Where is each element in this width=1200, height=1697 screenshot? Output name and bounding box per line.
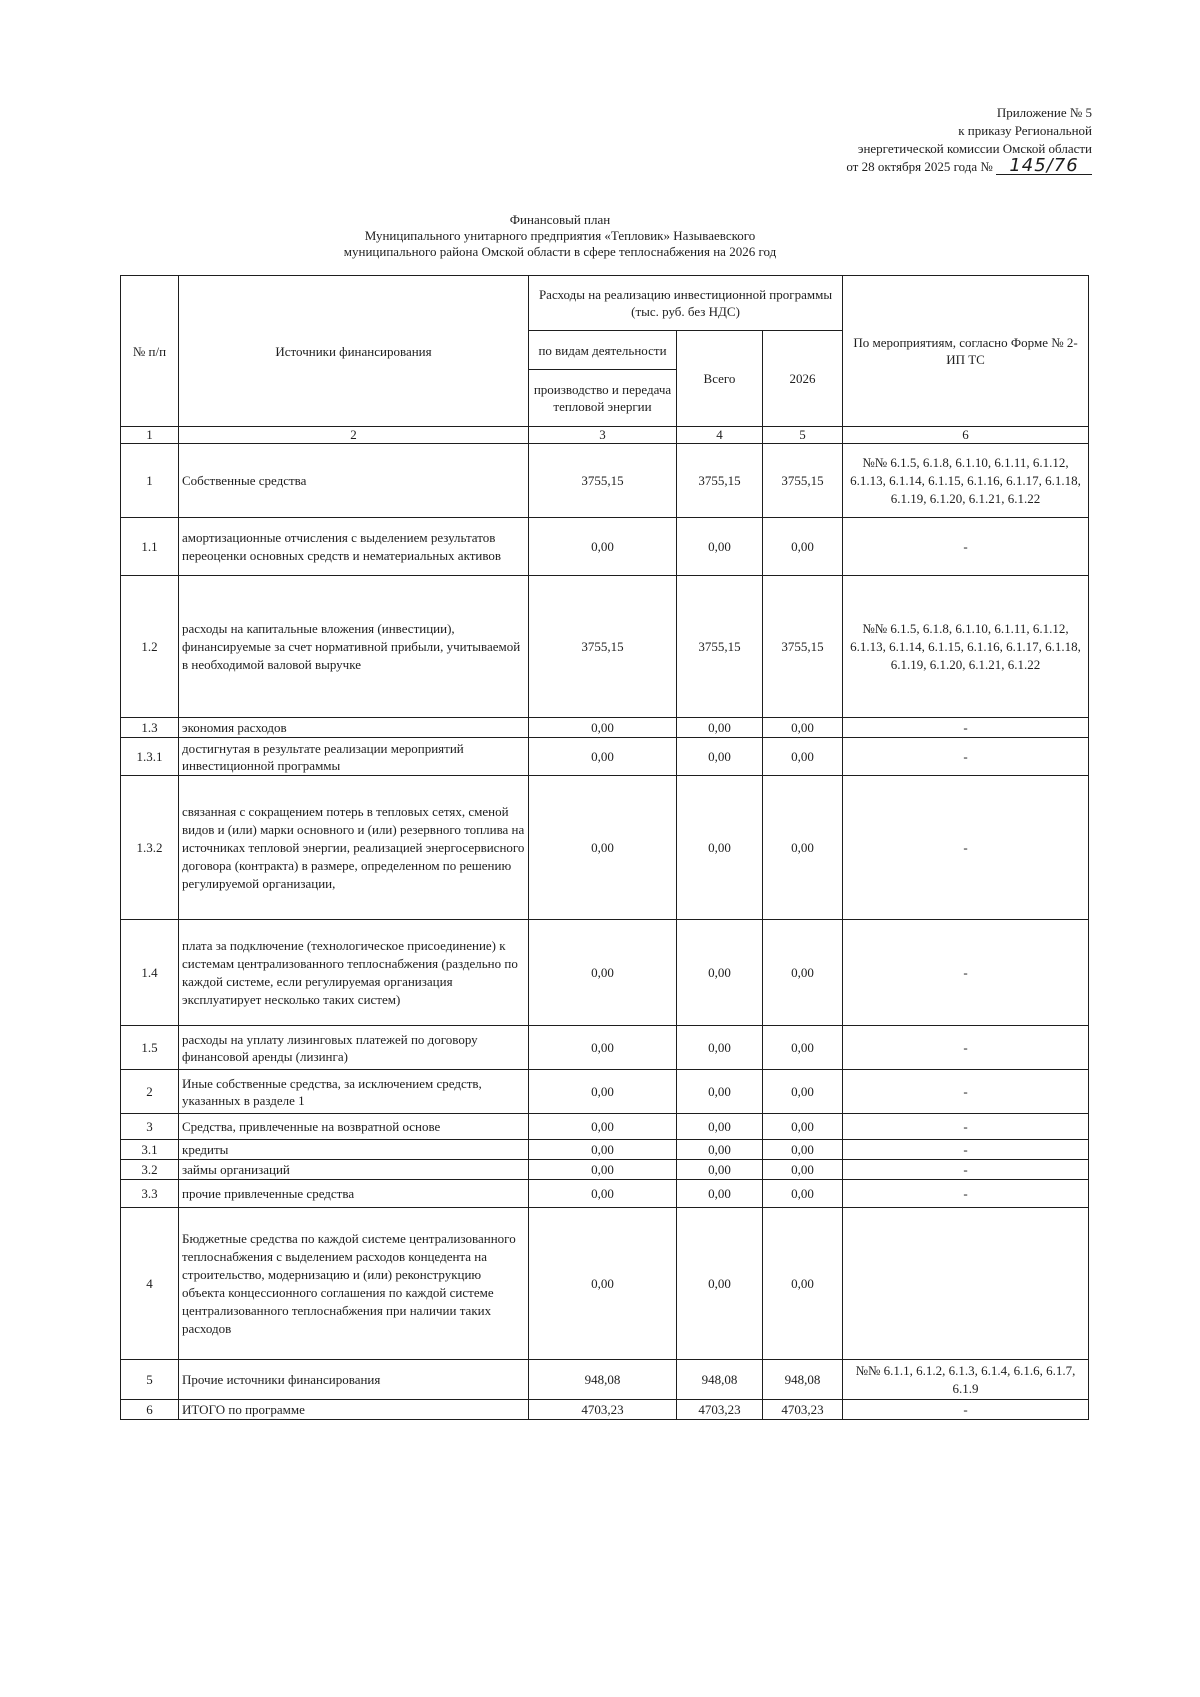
row-total-value: 0,00 [677,518,763,576]
row-year-value: 0,00 [763,518,843,576]
row-num: 1 [121,444,179,518]
row-year-value: 0,00 [763,1026,843,1070]
row-source: амортизационные отчисления с выделением результатов переоценки основных средств и нематериальных активов [179,518,529,576]
row-year-value: 0,00 [763,1114,843,1140]
row-source: плата за подключение (технологическое присоединение) к системам централизованного теплоснабжения (раздельно по каждой системе, если регулируемая организация эксплуатирует несколько таких систем) [179,920,529,1026]
row-activity-value: 0,00 [529,738,677,776]
table-row [121,1140,1089,1160]
row-num: 3.2 [121,1160,179,1180]
row-source: Бюджетные средства по каждой системе централизованного теплоснабжения с выделением расходов концедента на строительство, модернизацию и (или) реконструкцию объекта концессионного соглашения по каждой системе централизованного теплоснабжения при наличии таких расходов [179,1208,529,1360]
row-num: 3.3 [121,1180,179,1208]
row-source: Прочие источники финансирования [179,1360,529,1400]
appendix-line-2: к приказу Региональной [958,123,1092,138]
row-source: Средства, привлеченные на возвратной основе [179,1114,529,1140]
row-num: 4 [121,1208,179,1360]
row-measures: - [843,1114,1089,1140]
column-number: 6 [843,427,1089,444]
row-measures: - [843,920,1089,1026]
header-by-activity: по видам деятельности [529,331,677,370]
header-source: Источники финансирования [179,276,529,427]
row-num: 1.3.2 [121,776,179,920]
row-total-value: 3755,15 [677,576,763,718]
row-measures: - [843,1400,1089,1420]
row-activity-value: 0,00 [529,1026,677,1070]
table-row [121,1026,1089,1070]
row-total-value: 4703,23 [677,1400,763,1420]
header-row-1 [121,276,1089,331]
row-total-value: 0,00 [677,776,763,920]
row-year-value: 0,00 [763,1160,843,1180]
title-line-2: Муниципального унитарного предприятия «Тепловик» Называевского [364,228,756,243]
header-measures: По мероприятиям, согласно Форме № 2-ИП ТС [843,276,1089,427]
row-total-value: 948,08 [677,1360,763,1400]
table-row [121,1114,1089,1140]
column-number: 3 [529,427,677,444]
table-row [121,1180,1089,1208]
row-total-value: 0,00 [677,1026,763,1070]
appendix-block [846,104,1092,176]
row-year-value: 0,00 [763,1070,843,1114]
header-activity-type: производство и передача тепловой энергии [529,370,677,427]
title-line-3: муниципального района Омской области в сфере теплоснабжения на 2026 год [343,244,777,259]
row-year-value: 948,08 [763,1360,843,1400]
header-total: Всего [677,331,763,427]
row-year-value: 0,00 [763,920,843,1026]
row-source: экономия расходов [179,718,529,738]
title-line-1: Финансовый план [509,212,611,227]
row-num: 1.4 [121,920,179,1026]
row-activity-value: 0,00 [529,1208,677,1360]
row-measures [843,1208,1089,1360]
column-number: 2 [179,427,529,444]
row-total-value: 0,00 [677,1180,763,1208]
order-date: от 28 октября 2025 года № [846,159,993,174]
row-year-value: 3755,15 [763,444,843,518]
row-source: расходы на капитальные вложения (инвестиции), финансируемые за счет нормативной прибыли, учитываемой в необходимой валовой выручке [179,576,529,718]
row-measures: - [843,738,1089,776]
row-activity-value: 0,00 [529,1160,677,1180]
row-measures: - [843,1140,1089,1160]
row-activity-value: 0,00 [529,1114,677,1140]
table-row [121,718,1089,738]
row-activity-value: 3755,15 [529,576,677,718]
row-year-value: 4703,23 [763,1400,843,1420]
row-activity-value: 0,00 [529,776,677,920]
row-source: связанная с сокращением потерь в тепловых сетях, сменой видов и (или) марки основного и (или) резервного топлива на источниках тепловой энергии, реализацией энергосервисного договора (контракта) в размере, определенном по решению регулируемой организации, [179,776,529,920]
appendix-line-1: Приложение № 5 [996,105,1092,120]
row-measures: - [843,1180,1089,1208]
row-num: 1.2 [121,576,179,718]
row-source: Собственные средства [179,444,529,518]
table-row [121,444,1089,518]
row-year-value: 0,00 [763,1180,843,1208]
table-row [121,1070,1089,1114]
row-activity-value: 0,00 [529,1180,677,1208]
financial-plan-table [120,275,1089,1420]
row-activity-value: 0,00 [529,518,677,576]
row-year-value: 0,00 [763,776,843,920]
row-source: Иные собственные средства, за исключением средств, указанных в разделе 1 [179,1070,529,1114]
row-activity-value: 0,00 [529,1140,677,1160]
row-total-value: 3755,15 [677,444,763,518]
row-year-value: 3755,15 [763,576,843,718]
row-total-value: 0,00 [677,1070,763,1114]
row-year-value: 0,00 [763,1140,843,1160]
row-num: 5 [121,1360,179,1400]
table-row [121,738,1089,776]
column-number: 4 [677,427,763,444]
row-source: ИТОГО по программе [179,1400,529,1420]
row-num: 1.5 [121,1026,179,1070]
header-num: № п/п [121,276,179,427]
row-num: 1.1 [121,518,179,576]
table-row [121,1160,1089,1180]
row-total-value: 0,00 [677,718,763,738]
table-row [121,1400,1089,1420]
row-year-value: 0,00 [763,1208,843,1360]
document-title [300,212,820,260]
column-number: 1 [121,427,179,444]
row-measures: - [843,1070,1089,1114]
order-number: 145/76 [996,158,1092,175]
row-source: расходы на уплату лизинговых платежей по договору финансовой аренды (лизинга) [179,1026,529,1070]
header-year: 2026 [763,331,843,427]
table-row [121,576,1089,718]
table-row [121,776,1089,920]
appendix-line-3: энергетической комиссии Омской области [857,141,1092,156]
row-activity-value: 3755,15 [529,444,677,518]
row-source: достигнутая в результате реализации мероприятий инвестиционной программы [179,738,529,776]
row-measures: №№ 6.1.1, 6.1.2, 6.1.3, 6.1.4, 6.1.6, 6.1.7, 6.1.9 [843,1360,1089,1400]
row-source: займы организаций [179,1160,529,1180]
row-measures: - [843,776,1089,920]
row-activity-value: 0,00 [529,1070,677,1114]
row-measures: №№ 6.1.5, 6.1.8, 6.1.10, 6.1.11, 6.1.12, 6.1.13, 6.1.14, 6.1.15, 6.1.16, 6.1.17, 6.1.18, 6.1.19, 6.1.20, 6.1.21, 6.1.22 [843,444,1089,518]
row-total-value: 0,00 [677,1140,763,1160]
row-measures: - [843,1160,1089,1180]
appendix-order-line [846,155,1092,176]
row-num: 6 [121,1400,179,1420]
row-measures: №№ 6.1.5, 6.1.8, 6.1.10, 6.1.11, 6.1.12, 6.1.13, 6.1.14, 6.1.15, 6.1.16, 6.1.17, 6.1.18, 6.1.19, 6.1.20, 6.1.21, 6.1.22 [843,576,1089,718]
row-measures: - [843,1026,1089,1070]
row-year-value: 0,00 [763,718,843,738]
row-source: кредиты [179,1140,529,1160]
row-activity-value: 0,00 [529,718,677,738]
row-num: 3 [121,1114,179,1140]
row-total-value: 0,00 [677,1208,763,1360]
row-num: 1.3 [121,718,179,738]
row-source: прочие привлеченные средства [179,1180,529,1208]
row-total-value: 0,00 [677,920,763,1026]
row-activity-value: 948,08 [529,1360,677,1400]
table-row [121,518,1089,576]
row-measures: - [843,518,1089,576]
header-expenses: Расходы на реализацию инвестиционной программы (тыс. руб. без НДС) [529,276,843,331]
table-row [121,920,1089,1026]
row-num: 1.3.1 [121,738,179,776]
row-measures: - [843,718,1089,738]
row-year-value: 0,00 [763,738,843,776]
row-num: 3.1 [121,1140,179,1160]
column-number: 5 [763,427,843,444]
row-activity-value: 0,00 [529,920,677,1026]
table-row [121,1208,1089,1360]
row-activity-value: 4703,23 [529,1400,677,1420]
column-number-row [121,427,1089,444]
row-num: 2 [121,1070,179,1114]
table-row [121,1360,1089,1400]
row-total-value: 0,00 [677,1160,763,1180]
row-total-value: 0,00 [677,1114,763,1140]
row-total-value: 0,00 [677,738,763,776]
